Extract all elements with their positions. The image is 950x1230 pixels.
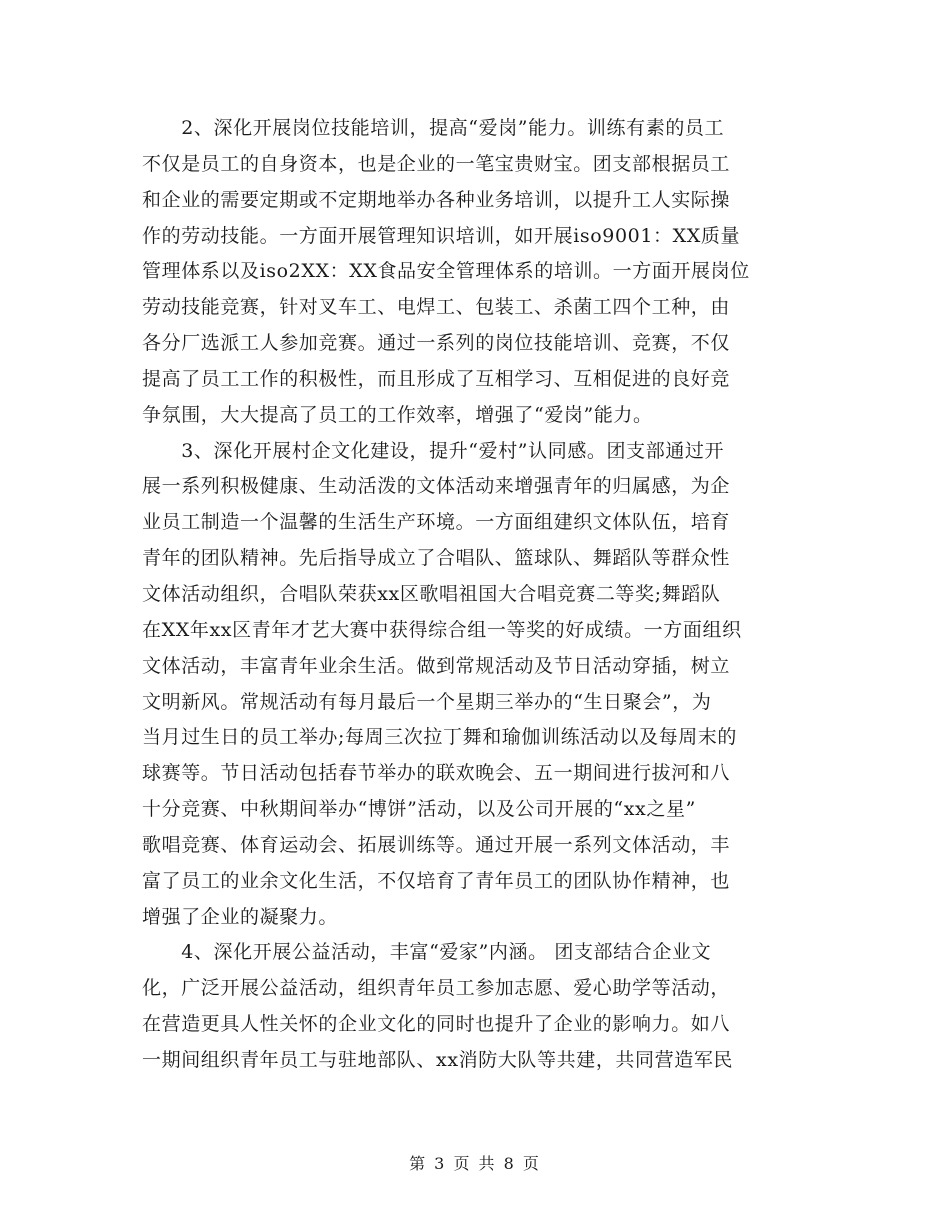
paragraph-line: 富了员工的业余文化生活，不仅培育了青年员工的团队协作精神，也	[142, 869, 731, 892]
paragraph-line: 4、深化开展公益活动，丰富“爱家”内涵。 团支部结合企业文	[142, 941, 712, 964]
paragraph-line: 在XX年xx区青年才艺大赛中获得综合组一等奖的好成绩。一方面组织	[142, 618, 742, 641]
page-footer: 第 3 页 共 8 页	[409, 1154, 541, 1173]
paragraph-line: 一期间组织青年员工与驻地部队、xx消防大队等共建，共同营造军民	[142, 1048, 734, 1071]
paragraph-line: 业员工制造一个温馨的生活生产环境。一方面组建织文体队伍，培育	[142, 511, 731, 534]
paragraph-line: 提高了员工工作的积极性，而且形成了互相学习、互相促进的良好竞	[142, 367, 731, 390]
paragraph-line: 球赛等。节日活动包括春节举办的联欢晚会、五一期间进行拔河和八	[142, 762, 731, 785]
body-text	[142, 111, 810, 1079]
paragraph-line: 当月过生日的员工举办;每周三次拉丁舞和瑜伽训练活动以及每周末的	[142, 726, 738, 749]
paragraph-line: 作的劳动技能。一方面开展管理知识培训，如开展iso9001：XX质量	[142, 224, 741, 247]
paragraph-line: 2、深化开展岗位技能培训，提高“爱岗”能力。训练有素的员工	[142, 117, 725, 139]
paragraph-line: 管理体系以及iso2XX：XX食品安全管理体系的培训。一方面开展岗位	[142, 260, 750, 283]
paragraph-line: 增强了企业的凝聚力。	[142, 905, 339, 928]
paragraph-line: 在营造更具人性关怀的企业文化的同时也提升了企业的影响力。如八	[142, 1013, 731, 1036]
paragraph-line: 文体活动，丰富青年业余生活。做到常规活动及节日活动穿插，树立	[142, 654, 731, 677]
paragraph-line: 十分竞赛、中秋期间举办“博饼”活动，以及公司开展的“xx之星”	[142, 798, 696, 821]
paragraph-line: 3、深化开展村企文化建设，提升“爱村”认同感。团支部通过开	[142, 439, 725, 462]
paragraph-line: 文明新风。常规活动有每月最后一个星期三举办的“生日聚会”，为	[142, 690, 712, 713]
paragraph-line: 文体活动组织，合唱队荣获xx区歌唱祖国大合唱竞赛二等奖;舞蹈队	[142, 582, 721, 605]
paragraph-line: 各分厂选派工人参加竞赛。通过一系列的岗位技能培训、竞赛，不仅	[142, 332, 731, 355]
paragraph-line: 展一系列积极健康、生动活泼的文体活动来增强青年的归属感，为企	[142, 475, 731, 498]
paragraph-line: 劳动技能竞赛，针对叉车工、电焊工、包装工、杀菌工四个工种，由	[142, 296, 731, 319]
paragraph-line: 争氛围，大大提高了员工的工作效率，增强了“爱岗”能力。	[142, 403, 653, 426]
paragraph-line: 和企业的需要定期或不定期地举办各种业务培训，以提升工人实际操	[142, 188, 731, 211]
paragraph-line: 不仅是员工的自身资本，也是企业的一笔宝贵财宝。团支部根据员工	[142, 152, 731, 175]
paragraph-line: 化，广泛开展公益活动，组织青年员工参加志愿、爱心助学等活动，	[142, 977, 731, 1000]
paragraph-line: 歌唱竞赛、体育运动会、拓展训练等。通过开展一系列文体活动，丰	[142, 833, 731, 856]
paragraph-line: 青年的团队精神。先后指导成立了合唱队、篮球队、舞蹈队等群众性	[142, 547, 731, 570]
